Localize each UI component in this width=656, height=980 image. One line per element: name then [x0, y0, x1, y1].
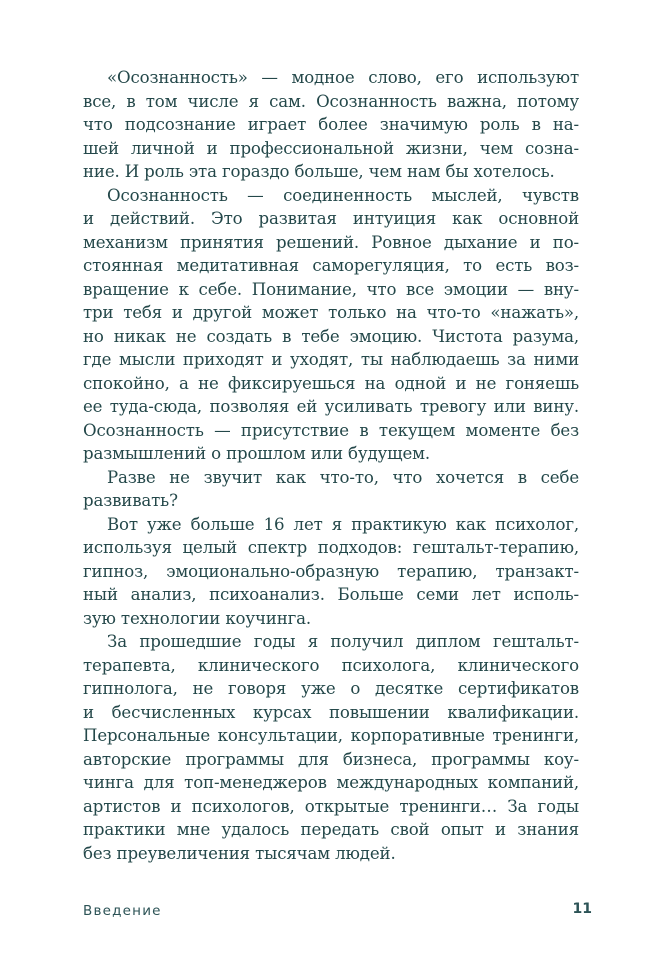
text-line: Вот уже больше 16 лет я практикую как психолог, [107, 514, 579, 534]
paragraph [83, 66, 579, 184]
page-number: 11 [572, 901, 592, 917]
text-line: и бесчисленных курсах повышении квалификации. [83, 702, 579, 722]
text-line: шей личной и профессиональной жизни, чем созна- [83, 138, 579, 158]
text-line: где мысли приходят и уходят, ты наблюдаешь за ними [83, 350, 579, 369]
body-text [83, 66, 579, 865]
text-line: но никак не создать в тебе эмоцию. Чистота разума, [83, 326, 579, 346]
paragraph [83, 466, 579, 513]
text-line: За прошедшие годы я получил диплом гештальт- [107, 632, 579, 651]
text-line: практики мне удалось передать свой опыт и знания [83, 820, 579, 839]
text-line: зую технологии коучинга. [83, 608, 312, 628]
text-line: Осознанность — присутствие в текущем моменте без [83, 420, 579, 440]
text-line: что подсознание играет более значимую роль в на- [83, 115, 579, 134]
text-line: ние. И роль эта гораздо больше, чем нам бы хотелось. [83, 162, 555, 181]
text-line: спокойно, а не фиксируешься на одной и не гоняешь [83, 373, 579, 393]
text-line: артистов и психологов, открытые тренинги… За годы [83, 796, 579, 816]
text-line: ный анализ, психоанализ. Больше семи лет исполь- [83, 585, 579, 604]
text-line: авторские программы для бизнеса, программы коу- [83, 749, 579, 769]
text-line: все, в том числе я сам. Осознанность важна, потому [83, 91, 579, 111]
text-line: используя целый спектр подходов: гештальт-терапию, [83, 538, 579, 557]
text-line: «Осознанность» — модное слово, его используют [107, 68, 579, 87]
paragraph [83, 630, 579, 865]
text-line: размышлений о прошлом или будущем. [83, 444, 430, 463]
text-line: три тебя и другой может только на что-то «нажать», [83, 303, 579, 322]
text-line: гипноз, эмоционально-образную терапию, транзакт- [83, 561, 579, 581]
text-line: Персональные консультации, корпоративные тренинги, [83, 726, 579, 745]
running-footer-section: Введение [83, 903, 162, 919]
text-line: Разве не звучит как что-то, что хочется в себе [107, 467, 579, 487]
text-line: чинга для топ-менеджеров международных компаний, [83, 773, 579, 792]
text-line: ее туда-сюда, позволяя ей усиливать тревогу или вину. [83, 397, 579, 416]
text-line: стоянная медитативная саморегуляция, то есть воз- [83, 256, 579, 275]
text-line: терапевта, клинического психолога, клинического [83, 655, 579, 675]
text-line: развивать? [83, 491, 178, 510]
text-line: без преувеличения тысячам людей. [83, 843, 396, 863]
text-line: гипнолога, не говоря уже о десятке сертификатов [83, 679, 579, 698]
text-line: и действий. Это развитая интуиция как основной [83, 209, 579, 228]
text-line: Осознанность — соединенность мыслей, чувств [107, 185, 579, 205]
text-line: вращение к себе. Понимание, что все эмоции — вну- [83, 279, 579, 299]
paragraph [83, 513, 579, 631]
text-line: механизм принятия решений. Ровное дыхание и по- [83, 232, 579, 252]
paragraph [83, 184, 579, 466]
